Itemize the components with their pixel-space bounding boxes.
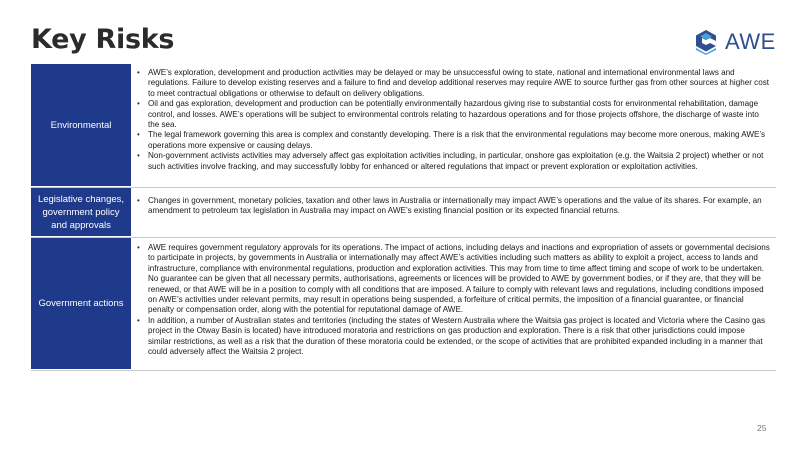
- risk-description: [131, 238, 776, 370]
- bullet-item: • Non-government activists activities may adversely affect gas exploitation activities including, in particular, onshore gas exploitation (e.g. the Waitsia 2 project) whether or not such activities involve fracking, and may successfully lobby for enhanced or altered regulations that impact or prevent exploration or exploitation activities.: [135, 151, 770, 172]
- risk-label-environmental: Environmental: [31, 64, 131, 187]
- bullet-item: • In addition, a number of Australian states and territories (including the states of Western Australia where the Waitsia gas project is located and Victoria where the Casino gas project in the Otway Basin is located) have introduced moratoria and restrictions on gas production and exploration. There is a risk that other jurisdictions could impose similar restrictions, as well as a risk that the duration of these moratoria could be extended, or the scope of activities that are prohibited expanded including in a manner that could adversely affect the Waitsia 2 project.: [135, 316, 770, 358]
- logo-text: AWE: [725, 29, 776, 54]
- bullet-item: • AWE requires government regulatory approvals for its operations. The impact of actions, including delays and inactions and expropriation of assets or governmental decisions to participate in projects, by governments in Australia or internationally may affect AWE’s activities including such matters as ability to exploit a project, access to lands and infrastructure, compliance with environmental regulations, production and exploration activities. This may from time to time affect timing and scope of work to be undertaken. No guarantee can be given that all necessary permits, authorisations, agreements or licences will be provided to AWE by government bodies, or if they are, that they will be renewed, or that AWE will be in a position to comply with all conditions that are imposed. A failure to comply with relevant laws and regulations, including conditions imposed on AWE’s activities under relevant permits, may result in operations being suspended, a forfeiture of critical permits, the imposition of a financial guarantee, or financial penalty or compensation order, along with the potential for reputational damage of AWE.: [135, 243, 770, 316]
- risk-table: [31, 64, 776, 371]
- bullet-list: [135, 243, 770, 357]
- bullet-item: • AWE’s exploration, development and production activities may be delayed or may be unsuccessful owing to state, national and international environmental laws and regulations. Failure to develop existing reserves and a failure to find and develop additional reserves may require AWE to source further gas from other sources at higher cost to meet contractual obligations or otherwise to default on delivery obligations.: [135, 68, 770, 99]
- page-number: 25: [757, 423, 767, 433]
- bullet-item: • Changes in government, monetary policies, taxation and other laws in Australia or internationally may impact AWE’s operations and the value of its shares. For example, an amendment to petroleum tax legislation in Australia may impact on AWE’s existing financial position or its expected financial returns.: [135, 196, 770, 217]
- page-title: Key Risks: [31, 24, 175, 55]
- risk-description: [131, 64, 776, 187]
- bullet-list: [135, 68, 770, 172]
- bullet-item: • Oil and gas exploration, development and production can be potentially environmentally hazardous giving rise to substantial costs for environmental rehabilitation, damage control, and losses. AWE’s operations will be subject to environmental controls relating to hazardous operations and for those projects offshore, the discharge of waste into the sea.: [135, 99, 770, 130]
- risk-row-environmental: [31, 64, 776, 188]
- risk-description: [131, 188, 776, 237]
- awe-logo: [694, 29, 776, 55]
- risk-row-legislative: [31, 188, 776, 238]
- awe-logo-icon: [694, 29, 718, 55]
- bullet-item: • The legal framework governing this area is complex and constantly developing. There is a risk that the environmental regulations may become more onerous, making AWE’s operations more expensive or causing delays.: [135, 130, 770, 151]
- risk-label-legislative: Legislative changes, government policy and approvals: [31, 188, 131, 237]
- bullet-list: [135, 196, 770, 217]
- risk-row-government: [31, 238, 776, 371]
- risk-label-government: Government actions: [31, 238, 131, 370]
